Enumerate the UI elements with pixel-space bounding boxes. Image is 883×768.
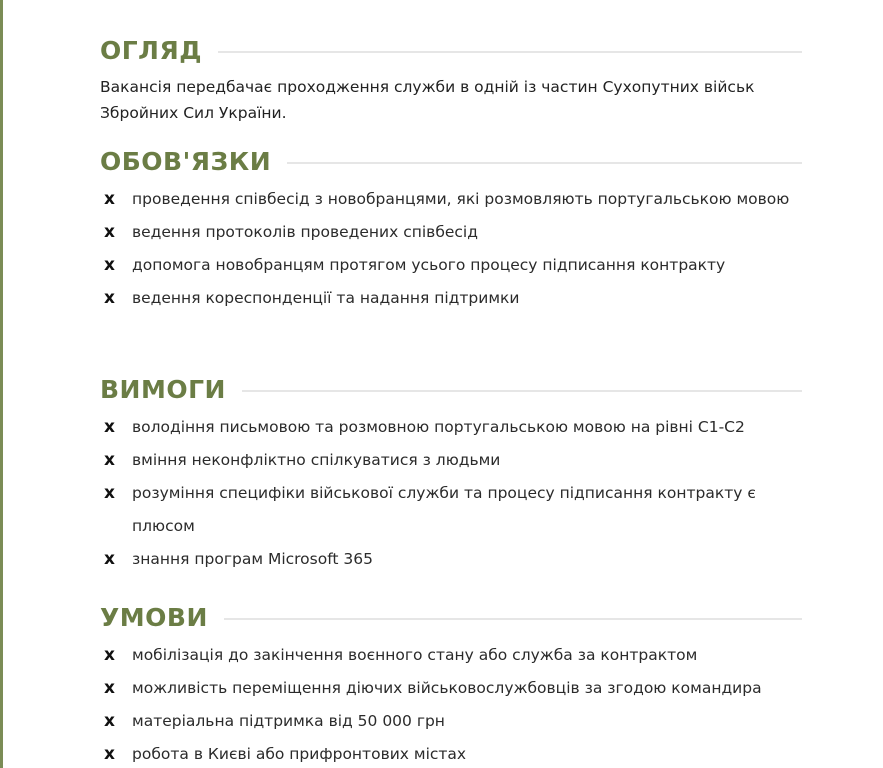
conditions-list: [100, 639, 802, 768]
x-marker-icon: x: [104, 744, 115, 764]
list-item-text: можливість переміщення діючих військовослужбовців за згодою командира: [132, 679, 762, 697]
requirements-title: ВИМОГИ: [100, 374, 226, 404]
duties-list: [100, 183, 802, 315]
x-marker-icon: x: [104, 288, 115, 308]
list-item-text: матеріальна підтримка від 50 000 грн: [132, 712, 445, 730]
x-marker-icon: x: [104, 483, 115, 503]
requirements-list: [100, 411, 802, 576]
list-item: [100, 411, 802, 444]
x-marker-icon: x: [104, 189, 115, 209]
section-divider: [224, 618, 802, 620]
x-marker-icon: x: [104, 222, 115, 242]
left-accent-rule: [0, 0, 3, 768]
duties-section: [100, 139, 802, 315]
overview-header: [100, 28, 802, 72]
conditions-section: [100, 595, 802, 768]
overview-section: [100, 28, 802, 126]
x-marker-icon: x: [104, 255, 115, 275]
list-item: [100, 477, 802, 543]
overview-title: ОГЛЯД: [100, 35, 202, 65]
section-divider: [242, 390, 802, 392]
x-marker-icon: x: [104, 549, 115, 569]
section-divider: [218, 51, 802, 53]
list-item-text: ведення кореспонденції та надання підтримки: [132, 289, 520, 307]
list-item-text: розуміння специфіки військової служби та процесу підписання контракту є плюсом: [132, 484, 756, 535]
list-item: [100, 543, 802, 576]
overview-text: Вакансія передбачає проходження служби в одній із частин Сухопутних військ Збройних Сил України.: [100, 78, 755, 122]
conditions-header: [100, 595, 802, 639]
list-item-text: допомога новобранцям протягом усього процесу підписання контракту: [132, 256, 726, 274]
list-item: [100, 705, 802, 738]
list-item: [100, 216, 802, 249]
x-marker-icon: x: [104, 678, 115, 698]
list-item-text: володіння письмовою та розмовною португальською мовою на рівні С1-С2: [132, 418, 745, 436]
list-item: [100, 282, 802, 315]
x-marker-icon: x: [104, 450, 115, 470]
list-item-text: робота в Києві або прифронтових містах: [132, 745, 467, 763]
list-item: [100, 183, 802, 216]
list-item-text: мобілізація до закінчення воєнного стану або служба за контрактом: [132, 646, 698, 664]
list-item-text: проведення співбесід з новобранцями, які розмовляють португальською мовою: [132, 190, 790, 208]
duties-header: [100, 139, 802, 183]
list-item: [100, 672, 802, 705]
list-item-text: вміння неконфліктно спілкуватися з людьми: [132, 451, 501, 469]
duties-title: ОБОВ'ЯЗКИ: [100, 146, 272, 176]
x-marker-icon: x: [104, 645, 115, 665]
list-item-text: знання програм Microsoft 365: [132, 550, 373, 568]
x-marker-icon: x: [104, 417, 115, 437]
conditions-title: УМОВИ: [100, 602, 208, 632]
x-marker-icon: x: [104, 711, 115, 731]
list-item: [100, 444, 802, 477]
list-item: [100, 249, 802, 282]
requirements-header: [100, 367, 802, 411]
section-divider: [287, 162, 802, 164]
list-item: [100, 639, 802, 672]
list-item-text: ведення протоколів проведених співбесід: [132, 223, 478, 241]
list-item: [100, 738, 802, 768]
requirements-section: [100, 367, 802, 576]
